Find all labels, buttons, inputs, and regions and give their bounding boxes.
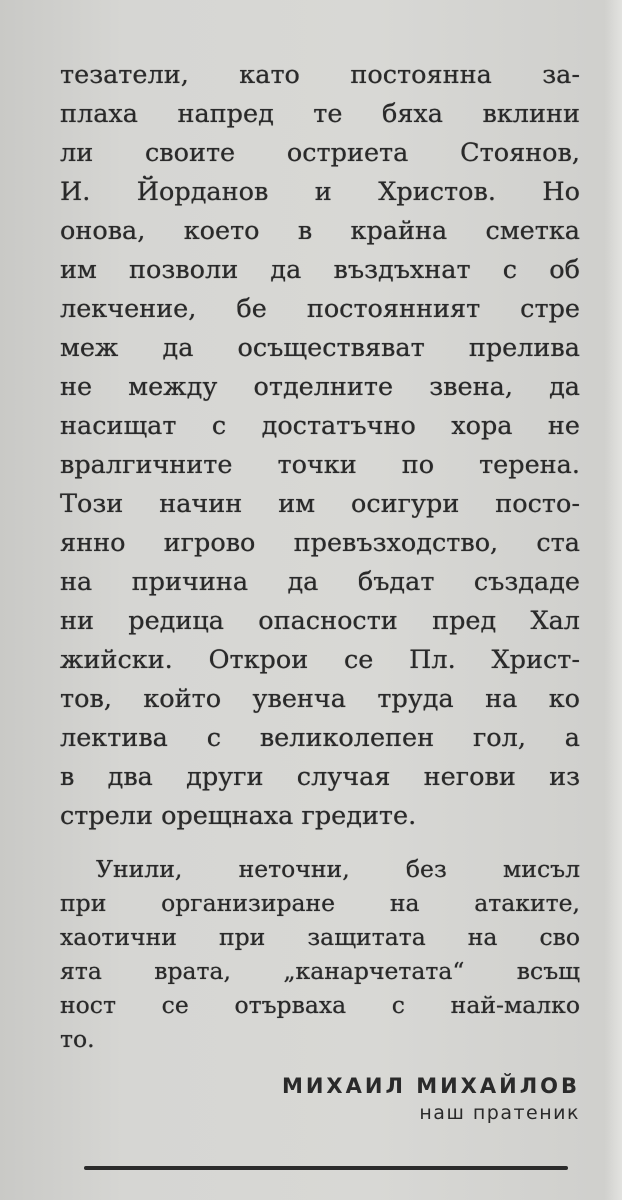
text-line: ята врата, „канарчетата“ всъщ <box>60 957 580 985</box>
text-line: не между отделните звена, да <box>60 372 580 402</box>
paragraph-2 <box>60 852 580 1056</box>
text-line: то. <box>60 1025 95 1053</box>
article-column <box>60 56 580 1056</box>
text-line: в два други случая негови из <box>60 762 580 792</box>
text-line: тезатели, като постоянна за- <box>60 60 580 90</box>
text-line: янно игрово превъзходство, ста <box>60 528 580 558</box>
text-line: И. Йорданов и Христов. Но <box>60 177 580 207</box>
text-line: жийски. Открои се Пл. Христ- <box>60 645 580 675</box>
text-line: при организиране на атаките, <box>60 889 580 917</box>
text-line: хаотични при защитата на сво <box>60 923 580 951</box>
text-line: стрели орещнаха гредите. <box>60 801 417 831</box>
author-role: наш пратеник <box>419 1102 580 1124</box>
text-line: лекчение, бе постоянният стре <box>60 294 580 324</box>
author-signature <box>282 1072 580 1126</box>
text-line: тов, който увенча труда на ко <box>60 684 580 714</box>
end-rule-divider <box>84 1166 568 1170</box>
text-line: на причина да бъдат създаде <box>60 567 580 597</box>
paragraph-1 <box>60 56 580 836</box>
text-line: меж да осъществяват прелива <box>60 333 580 363</box>
text-line: ни редица опасности пред Хал <box>60 606 580 636</box>
author-name: МИХАИЛ МИХАЙЛОВ <box>281 1074 580 1098</box>
text-line: лектива с великолепен гол, а <box>60 723 580 753</box>
text-line: ност се отърваха с най-малко <box>60 991 580 1019</box>
text-line: вралгичните точки по терена. <box>60 450 580 480</box>
paper-edge <box>604 0 622 1200</box>
text-line: плаха напред те бяха вклини <box>60 99 580 129</box>
text-line: Унили, неточни, без мисъл <box>96 855 580 883</box>
text-line: ли своите остриета Стоянов, <box>60 138 580 168</box>
text-line: Този начин им осигури посто- <box>60 489 580 519</box>
text-line: онова, което в крайна сметка <box>60 216 580 246</box>
text-line: насищат с достатъчно хора не <box>60 411 580 441</box>
text-line: им позволи да въздъхнат с об <box>60 255 580 285</box>
